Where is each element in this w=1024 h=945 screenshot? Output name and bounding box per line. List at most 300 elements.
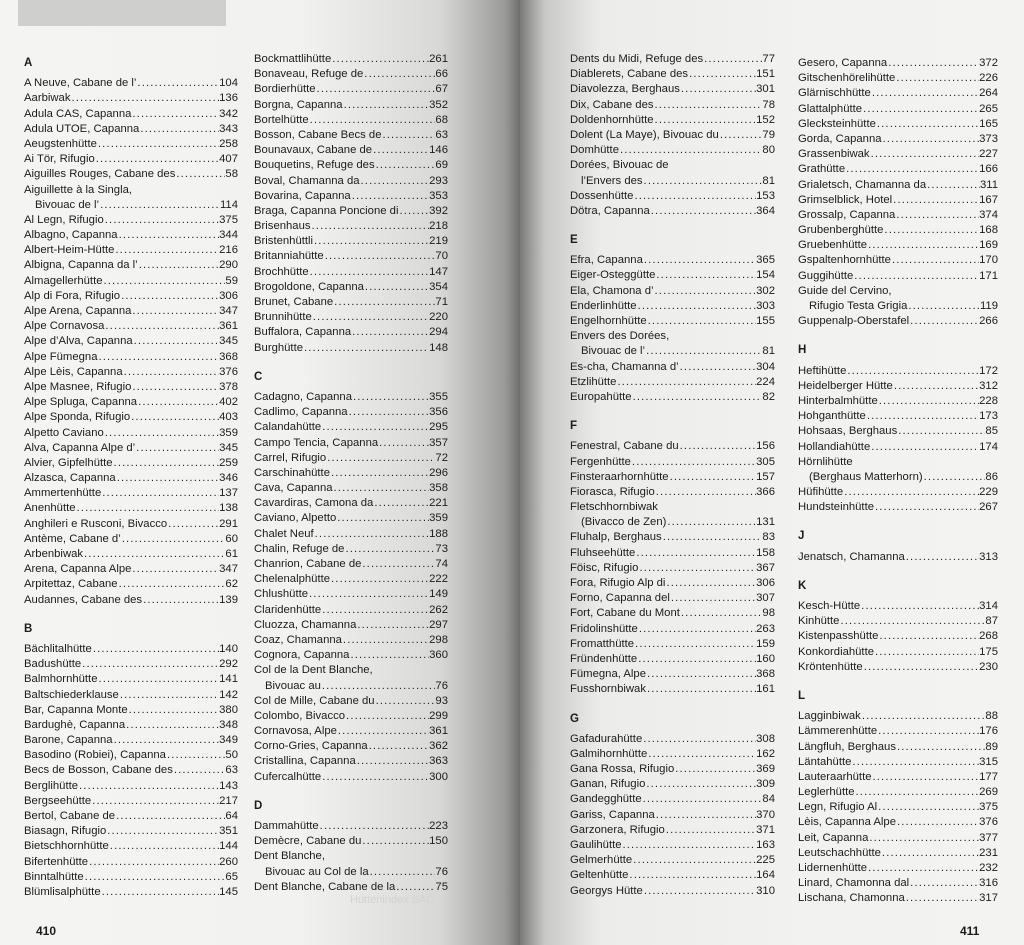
leader-dots — [104, 213, 219, 228]
entry-name: (Bivacco de Zen) — [581, 516, 667, 529]
index-entry — [254, 295, 448, 310]
leader-dots — [309, 113, 436, 128]
entry-name: Borgna, Capanna — [254, 98, 343, 111]
entry-page: 62 — [225, 578, 238, 591]
leader-dots — [173, 763, 226, 778]
entry-name: Guppenalp-Oberstafel — [798, 315, 910, 328]
entry-name: Finsteraarhornhütte — [570, 470, 669, 483]
index-entry — [798, 379, 998, 394]
entry-name: Anenhütte — [24, 502, 76, 515]
entry-name: Britanniahütte — [254, 250, 324, 263]
leader-dots — [719, 128, 763, 143]
entry-name: Albigna, Capanna da l’ — [24, 259, 138, 272]
leader-dots — [877, 800, 979, 815]
entry-name: Aiguilles Rouges, Cabane des — [24, 168, 176, 181]
entry-page: 154 — [756, 269, 775, 282]
entry-page: 310 — [756, 884, 775, 897]
entry-page: 345 — [219, 335, 238, 348]
entry-page: 368 — [756, 668, 775, 681]
leader-dots — [645, 344, 762, 359]
leader-dots — [881, 846, 979, 861]
entry-page: 176 — [979, 725, 998, 738]
leader-dots — [83, 547, 225, 562]
leader-dots — [637, 652, 756, 667]
entry-name: Cluozza, Chamanna — [254, 618, 357, 631]
leader-dots — [845, 162, 979, 177]
leader-dots — [665, 823, 756, 838]
entry-name: Fluhseehütte — [570, 546, 636, 559]
index-entry — [570, 98, 775, 113]
index-entry — [254, 633, 448, 648]
leader-dots — [846, 364, 979, 379]
index-entry — [24, 794, 238, 809]
index-entry — [798, 660, 998, 675]
entry-name: Lauteraarhütte — [798, 770, 872, 783]
entry-page: 220 — [429, 311, 448, 324]
index-entry — [570, 329, 775, 344]
entry-page: 146 — [429, 144, 448, 157]
entry-page: 306 — [219, 289, 238, 302]
entry-name: Becs de Bosson, Cabane des — [24, 764, 173, 777]
page-number: 410 — [36, 924, 57, 938]
entry-name: Grimselblick, Hotel — [798, 193, 893, 206]
entry-name: Bertol, Cabane de — [24, 810, 116, 822]
leader-dots — [131, 107, 219, 122]
leader-dots — [631, 455, 756, 470]
index-entry — [798, 299, 998, 314]
index-column — [798, 56, 998, 907]
leader-dots — [870, 440, 979, 455]
leader-dots — [95, 152, 219, 167]
leader-dots — [839, 614, 985, 629]
leader-dots — [893, 379, 979, 394]
entry-name: Campo Tencia, Capanna — [254, 436, 379, 449]
entry-name: (Berghaus Matterhorn) — [809, 470, 923, 483]
leader-dots — [851, 755, 979, 770]
leader-dots — [688, 67, 756, 82]
index-entry — [570, 823, 775, 838]
index-entry — [798, 470, 998, 485]
entry-name: Burghütte — [254, 341, 303, 354]
entry-name: Gelmerhütte — [570, 854, 633, 867]
leader-dots — [372, 143, 429, 158]
leader-dots — [330, 466, 429, 481]
entry-name: Dorées, Bivouac de — [570, 159, 669, 172]
leader-dots — [892, 193, 979, 208]
leader-dots — [619, 143, 762, 158]
entry-page: 294 — [429, 326, 448, 339]
leader-dots — [130, 410, 219, 425]
entry-page: 297 — [429, 618, 448, 631]
leader-dots — [81, 657, 219, 672]
leader-dots — [866, 409, 979, 424]
entry-page: 352 — [429, 98, 448, 111]
entry-page: 359 — [429, 512, 448, 525]
index-entry — [798, 614, 998, 629]
entry-name: Chalin, Refuge de — [254, 542, 345, 555]
leader-dots — [345, 709, 429, 724]
entry-name: Hinterbalmhütte — [798, 394, 878, 407]
entry-name: Grassenbiwak — [798, 148, 870, 161]
entry-name: Carschinahütte — [254, 466, 330, 479]
entry-name: Hohsaas, Berghaus — [798, 425, 898, 438]
entry-name: Kistenpasshütte — [798, 630, 879, 643]
entry-page: 359 — [219, 426, 238, 439]
entry-name: Balmhornhütte — [24, 673, 98, 686]
entry-name: Doldenhornhütte — [570, 113, 654, 126]
entry-name: Gitschenhörelihütte — [798, 72, 896, 85]
entry-name: Bifertenhütte — [24, 855, 89, 868]
index-entry — [570, 268, 775, 283]
leader-dots — [666, 515, 756, 530]
entry-name: Hollandiahütte — [798, 440, 871, 453]
leader-dots — [642, 792, 763, 807]
index-entry — [570, 853, 775, 868]
entry-name: Garzonera, Rifugio — [570, 823, 665, 836]
index-entry — [254, 648, 448, 663]
index-entry — [24, 456, 238, 471]
index-entry — [254, 189, 448, 204]
entry-name: Fridolinshütte — [570, 622, 638, 635]
index-entry — [24, 577, 238, 592]
entry-page: 58 — [225, 168, 238, 181]
index-entry — [570, 143, 775, 158]
entry-page: 228 — [979, 394, 998, 407]
index-entry — [254, 527, 448, 542]
entry-page: 221 — [429, 497, 448, 510]
index-entry — [254, 709, 448, 724]
entry-page: 149 — [429, 588, 448, 601]
entry-name: Dent Blanche, Cabane de la — [254, 880, 396, 893]
entry-name: Albagno, Capanna — [24, 229, 118, 242]
leader-dots — [703, 52, 762, 67]
entry-name: Cadagno, Capanna — [254, 390, 352, 403]
entry-name: Glattalphütte — [798, 102, 863, 115]
index-entry — [570, 174, 775, 189]
leader-dots — [855, 785, 980, 800]
leader-dots — [119, 688, 219, 703]
entry-page: 370 — [756, 808, 775, 821]
index-entry — [798, 485, 998, 500]
index-entry — [798, 831, 998, 846]
entry-page: 83 — [762, 531, 775, 544]
entry-name: Bouquetins, Refuge des — [254, 159, 375, 172]
leader-dots — [643, 884, 756, 899]
leader-dots — [136, 76, 219, 91]
entry-page: 348 — [219, 718, 238, 731]
entry-name: Gana Rossa, Rifugio — [570, 763, 675, 776]
entry-page: 131 — [756, 516, 775, 529]
leader-dots — [319, 819, 429, 834]
entry-name: Es-cha, Chamanna d’ — [570, 360, 679, 373]
entry-name: Gruebenhütte — [798, 239, 868, 252]
index-entry — [570, 470, 775, 485]
entry-page: 159 — [756, 637, 775, 650]
entry-page: 343 — [219, 122, 238, 135]
entry-page: 369 — [756, 763, 775, 776]
entry-page: 356 — [429, 406, 448, 419]
entry-name: Gariss, Capanna — [570, 808, 655, 821]
index-entry — [570, 530, 775, 545]
leader-dots — [645, 777, 756, 792]
index-entry — [798, 284, 998, 299]
entry-page: 380 — [219, 703, 238, 716]
entry-name: Arena, Capanna Alpe — [24, 563, 132, 576]
entry-page: 74 — [435, 558, 448, 570]
index-entry — [254, 496, 448, 511]
entry-page: 64 — [225, 810, 238, 822]
entry-page: 354 — [429, 280, 448, 293]
entry-page: 72 — [435, 451, 448, 464]
entry-name: Hundsteinhütte — [798, 501, 874, 514]
index-entry — [570, 884, 775, 899]
index-entry — [570, 762, 775, 777]
entry-page: 368 — [219, 350, 238, 363]
index-entry — [570, 67, 775, 82]
entry-name: Claridenhütte — [254, 603, 322, 616]
index-entry — [570, 485, 775, 500]
index-entry — [570, 284, 775, 299]
section-letter: C — [254, 370, 263, 383]
index-entry — [24, 334, 238, 349]
entry-name: Efra, Capanna — [570, 254, 643, 267]
leader-dots — [321, 603, 429, 618]
index-entry — [798, 755, 998, 770]
leader-dots — [104, 319, 219, 334]
leader-dots — [375, 694, 436, 709]
entry-name: Chelenalphütte — [254, 573, 331, 586]
index-entry — [24, 486, 238, 501]
entry-name: Fiorasca, Rifugio — [570, 485, 655, 498]
entry-page: 362 — [429, 740, 448, 753]
entry-name: Dammahütte — [254, 820, 319, 832]
leader-dots — [642, 732, 756, 747]
entry-name: Dossenhütte — [570, 189, 634, 202]
entry-name: Bächlitalhütte — [24, 642, 92, 655]
leader-dots — [860, 599, 979, 614]
entry-name: Caviano, Alpetto — [254, 512, 337, 525]
entry-name: Galmihornhütte — [570, 747, 648, 760]
index-entry — [570, 500, 775, 515]
entry-name: Jenatsch, Chamanna — [798, 550, 905, 563]
leader-dots — [655, 485, 756, 500]
entry-name: Bounavaux, Cabane de — [254, 144, 373, 157]
leader-dots — [121, 532, 226, 547]
entry-name: Bivouac de l’ — [581, 345, 646, 358]
index-entry — [798, 455, 998, 470]
entry-name: Arpitettaz, Cabane — [24, 578, 118, 591]
entry-name: Ela, Chamona d’ — [570, 284, 654, 297]
index-entry — [254, 143, 448, 158]
index-entry — [798, 846, 998, 861]
entry-page: 360 — [429, 649, 448, 662]
leader-dots — [109, 839, 219, 854]
index-entry — [254, 158, 448, 173]
entry-page: 143 — [219, 779, 238, 792]
entry-page: 216 — [219, 244, 238, 257]
leader-dots — [333, 481, 430, 496]
entry-page: 291 — [219, 517, 238, 530]
entry-page: 75 — [435, 880, 448, 893]
index-entry — [24, 718, 238, 733]
leader-dots — [349, 648, 429, 663]
leader-dots — [70, 91, 219, 106]
leader-dots — [363, 67, 435, 82]
entry-name: Fluhalp, Berghaus — [570, 531, 662, 544]
leader-dots — [878, 394, 979, 409]
entry-name: Fletschhornbiwak — [570, 501, 658, 514]
entry-page: 218 — [429, 220, 448, 233]
leader-dots — [633, 189, 756, 204]
entry-name: Alpe d’Alva, Capanna — [24, 335, 133, 348]
entry-name: Gesero, Capanna — [798, 57, 888, 69]
leader-dots — [142, 593, 219, 608]
entry-name: l’Envers des — [581, 174, 643, 187]
index-entry — [570, 253, 775, 268]
entry-name: Fergenhütte — [570, 455, 631, 468]
entry-page: 85 — [985, 425, 998, 438]
leader-dots — [905, 891, 979, 906]
index-entry — [798, 800, 998, 815]
entry-name: Barone, Capanna — [24, 734, 113, 747]
leader-dots — [622, 838, 757, 853]
section-letter: D — [254, 799, 263, 812]
index-column — [570, 52, 775, 899]
watermark: Hüttenindex SAC — [350, 894, 435, 906]
index-entry — [254, 341, 448, 356]
entry-page: 345 — [219, 441, 238, 454]
entry-name: Fründenhütte — [570, 652, 638, 665]
leader-dots — [882, 132, 980, 147]
leader-dots — [118, 577, 226, 592]
entry-name: Ai Tör, Rifugio — [24, 153, 95, 166]
index-entry — [254, 436, 448, 451]
index-entry — [254, 603, 448, 618]
index-entry — [254, 557, 448, 572]
section-letter: E — [570, 234, 578, 247]
entry-name: Aarbiwak — [24, 92, 71, 105]
leader-dots — [314, 527, 429, 542]
leader-dots — [373, 496, 429, 511]
entry-page: 79 — [762, 128, 775, 141]
leader-dots — [324, 249, 436, 264]
index-entry — [24, 183, 238, 198]
leader-dots — [853, 269, 979, 284]
index-entry — [24, 672, 238, 687]
leader-dots — [128, 703, 220, 718]
entry-name: Bar, Capanna Monte — [24, 703, 128, 716]
entry-page: 140 — [219, 642, 238, 655]
entry-page: 60 — [225, 532, 238, 545]
entry-name: Brunnihütte — [254, 311, 312, 324]
index-entry — [798, 550, 998, 565]
entry-page: 137 — [219, 487, 238, 500]
leader-dots — [638, 622, 756, 637]
entry-name: Etzlihütte — [570, 375, 617, 388]
entry-page: 317 — [979, 892, 998, 905]
leader-dots — [166, 748, 225, 763]
leader-dots — [679, 439, 756, 454]
entry-name: Bivouac au — [265, 679, 321, 692]
index-entry — [798, 785, 998, 800]
section-letter: G — [570, 712, 579, 725]
entry-name: Kinhütte — [798, 615, 840, 628]
entry-name: Längfluh, Berghaus — [798, 740, 896, 753]
entry-name: Fort, Cabane du Mont — [570, 607, 680, 620]
entry-name: Europahütte — [570, 390, 632, 403]
entry-page: 296 — [429, 466, 448, 479]
index-entry — [798, 629, 998, 644]
leader-dots — [923, 470, 986, 485]
leader-dots — [137, 395, 219, 410]
leader-dots — [313, 234, 429, 249]
entry-page: 316 — [979, 877, 998, 890]
leader-dots — [862, 102, 979, 117]
index-entry — [254, 113, 448, 128]
index-entry — [798, 440, 998, 455]
index-entry — [254, 128, 448, 143]
entry-name: Fümegna, Alpe — [570, 668, 646, 681]
index-entry — [254, 770, 448, 785]
index-entry — [570, 128, 775, 143]
entry-page: 119 — [979, 300, 998, 312]
index-entry — [570, 204, 775, 219]
entry-page: 104 — [219, 77, 238, 90]
entry-page: 73 — [435, 542, 448, 555]
leader-dots — [361, 557, 435, 572]
entry-page: 314 — [979, 600, 998, 612]
entry-page: 365 — [756, 254, 775, 267]
index-entry — [570, 158, 775, 173]
leader-dots — [103, 274, 226, 289]
entry-name: Arbenbiwak — [24, 548, 84, 560]
entry-page: 376 — [979, 816, 998, 829]
entry-name: Alp di Fora, Rifugio — [24, 289, 121, 302]
entry-page: 292 — [219, 658, 238, 671]
section-letter: H — [798, 344, 807, 357]
entry-page: 50 — [225, 749, 238, 762]
entry-page: 357 — [429, 436, 448, 449]
leader-dots — [308, 587, 429, 602]
leader-dots — [876, 117, 979, 132]
leader-dots — [871, 86, 979, 101]
index-entry — [570, 591, 775, 606]
entry-name: Bonaveau, Refuge de — [254, 68, 364, 81]
entry-name: Linard, Chamonna dal — [798, 877, 910, 890]
entry-page: 367 — [756, 561, 775, 574]
entry-name: Lidernenhütte — [798, 862, 868, 874]
entry-page: 342 — [219, 107, 238, 120]
leader-dots — [861, 709, 986, 724]
index-entry — [254, 451, 448, 466]
leader-dots — [395, 880, 435, 895]
entry-page: 344 — [219, 229, 238, 242]
entry-page: 139 — [219, 593, 238, 606]
index-entry — [570, 189, 775, 204]
entry-name: Calandahütte — [254, 421, 322, 434]
index-entry — [24, 410, 238, 425]
leader-dots — [905, 550, 979, 565]
index-entry — [254, 325, 448, 340]
entry-name: Alpe Cornavosa — [24, 320, 105, 333]
leader-dots — [138, 258, 219, 273]
entry-name: Bietschhornhütte — [24, 840, 109, 853]
entry-page: 349 — [219, 734, 238, 747]
index-entry — [570, 808, 775, 823]
index-entry — [798, 724, 998, 739]
index-entry — [570, 667, 775, 682]
entry-name: Alpe Lèis, Capanna — [24, 365, 123, 378]
